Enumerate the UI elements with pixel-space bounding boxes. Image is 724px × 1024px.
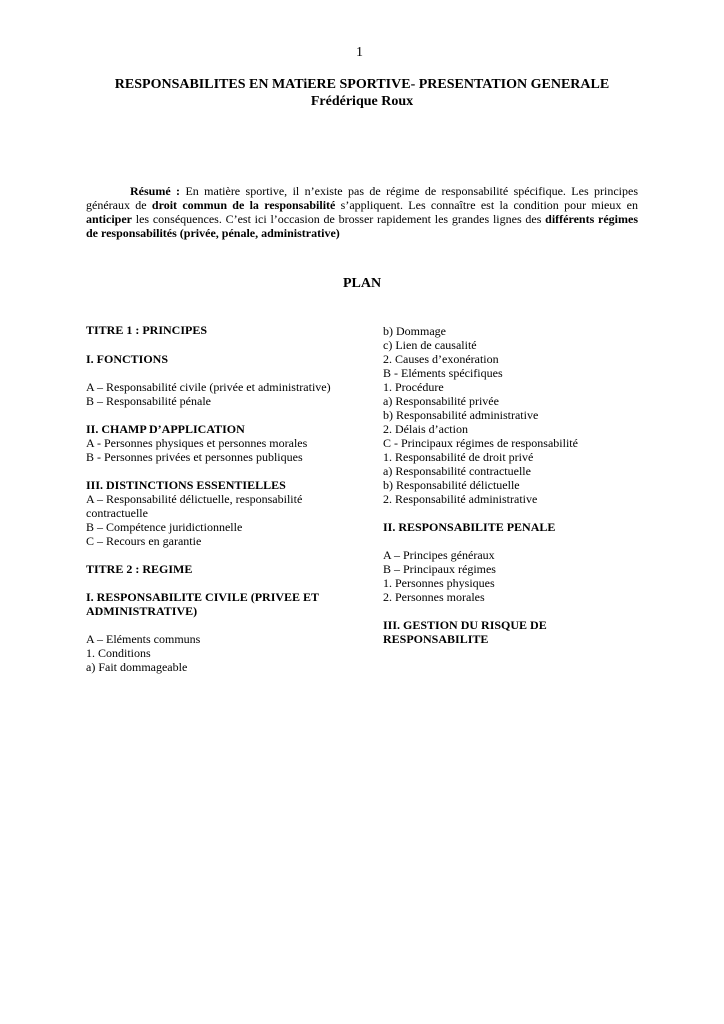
plan-item: 1. Conditions [86, 646, 151, 660]
plan-item-champ-application: II. CHAMP D’APPLICATION [86, 422, 245, 436]
plan-item: A - Personnes physiques et personnes morales [86, 436, 308, 450]
document-title: RESPONSABILITES EN MATiERE SPORTIVE- PRESENTATION GENERALE [114, 77, 610, 92]
plan-item-titre-1: TITRE 1 : PRINCIPES [86, 323, 208, 337]
summary-text-3: les conséquences. C’est ici l’occasion de brosser rapidement les grandes lignes des [132, 212, 546, 226]
plan-item: B – Responsabilité pénale [86, 394, 211, 408]
summary-text-1: En matière sportive, il n’existe pas de régime de responsabilité spécifique. Les principes généraux de [86, 184, 638, 212]
plan-item-responsabilite-penale: II. RESPONSABILITE PENALE [383, 520, 556, 534]
plan-item: B – Compétence juridictionnelle [86, 520, 243, 534]
plan-item: B - Eléments spécifiques [383, 366, 503, 380]
plan-item: 2. Causes d’exonération [383, 352, 499, 366]
plan-item: a) Responsabilité privée [383, 394, 499, 408]
plan-item-distinctions: III. DISTINCTIONS ESSENTIELLES [86, 478, 286, 492]
plan-item: B – Principaux régimes [383, 562, 496, 576]
plan-item: 2. Délais d’action [383, 422, 468, 436]
summary-bold-1: droit commun de la responsabilité [151, 198, 336, 212]
plan-item: C – Recours en garantie [86, 534, 202, 548]
plan-item: c) Lien de causalité [383, 338, 477, 352]
plan-item: 1. Personnes physiques [383, 576, 495, 590]
summary-paragraph [86, 184, 638, 240]
plan-item: A – Principes généraux [383, 548, 495, 562]
plan-item: b) Dommage [383, 324, 446, 338]
plan-item: a) Fait dommageable [86, 660, 188, 674]
plan-item: 2. Personnes morales [383, 590, 485, 604]
summary-bold-3: différents régimes de responsabilités (privée, pénale, administrative) [86, 212, 638, 240]
plan-item: A – Eléments communs [86, 632, 201, 646]
plan-item: 1. Responsabilité de droit privé [383, 450, 534, 464]
plan-item: b) Responsabilité administrative [383, 408, 539, 422]
summary-label: Résumé : [130, 184, 181, 198]
summary-bold-2: anticiper [86, 212, 132, 226]
plan-heading: PLAN [342, 276, 382, 291]
plan-item: A – Responsabilité délictuelle, responsabilité contractuelle [86, 492, 303, 520]
plan-item: a) Responsabilité contractuelle [383, 464, 531, 478]
plan-item-titre-2: TITRE 2 : REGIME [86, 562, 193, 576]
plan-item: b) Responsabilité délictuelle [383, 478, 520, 492]
plan-item: B - Personnes privées et personnes publiques [86, 450, 303, 464]
plan-item: 2. Responsabilité administrative [383, 492, 538, 506]
plan-item-gestion-risque: III. GESTION DU RISQUE DE RESPONSABILITE [383, 618, 547, 646]
plan-item: 1. Procédure [383, 380, 444, 394]
plan-item-responsabilite-civile: I. RESPONSABILITE CIVILE (PRIVEE ET ADMINISTRATIVE) [86, 590, 319, 618]
document-author: Frédérique Roux [310, 94, 414, 109]
plan-item: C - Principaux régimes de responsabilité [383, 436, 578, 450]
page-number: 1 [356, 45, 363, 60]
plan-item-fonctions: I. FONCTIONS [86, 352, 169, 366]
plan-item: A – Responsabilité civile (privée et administrative) [86, 380, 331, 394]
summary-text-2: s’appliquent. Les connaître est la condition pour mieux en [335, 198, 638, 212]
